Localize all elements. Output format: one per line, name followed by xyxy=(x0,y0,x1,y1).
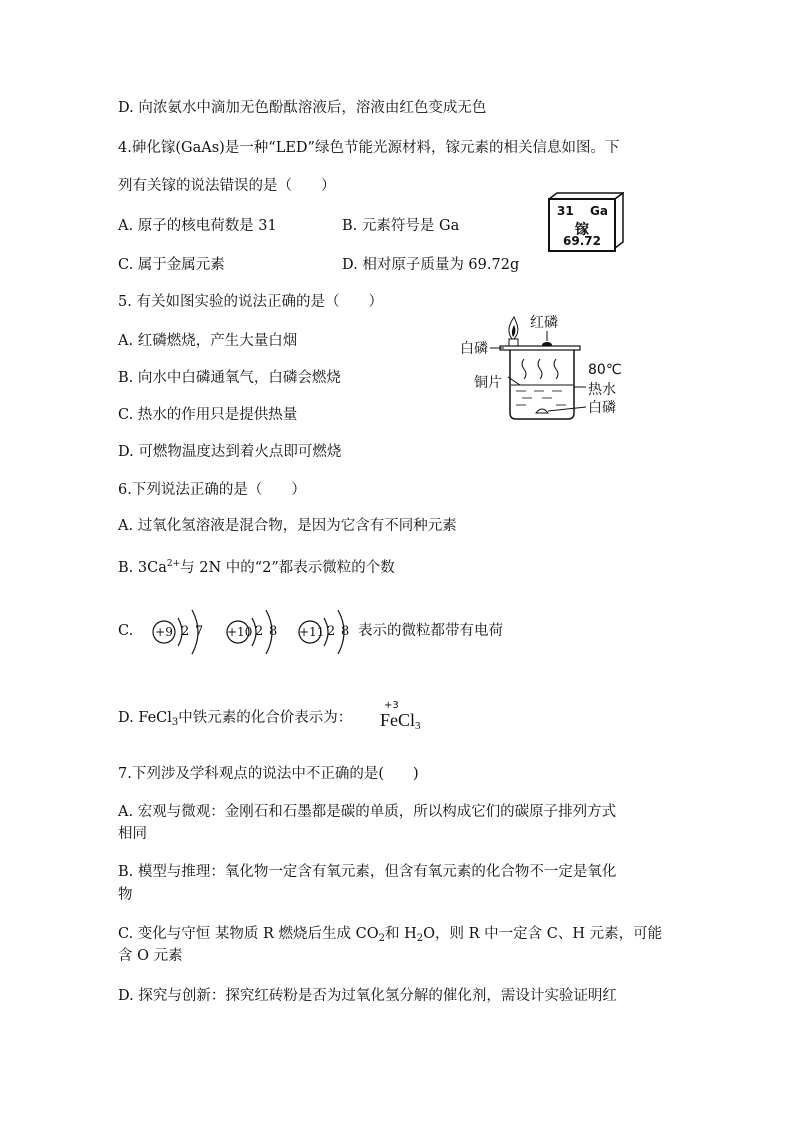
shell-electrons: 8 xyxy=(269,624,278,639)
q7-option-b-line2: 物 xyxy=(118,887,133,903)
q6-option-b xyxy=(118,554,395,578)
tile-front xyxy=(548,198,616,252)
atom-diagram xyxy=(150,606,212,658)
q6-stem: 6.下列说法正确的是（ ） xyxy=(118,482,306,498)
q6-b-suffix: 与 2N 中的“2”都表示微粒的个数 xyxy=(180,560,395,576)
shell-electrons: 2 xyxy=(255,624,264,639)
atom-nucleus: +10 xyxy=(227,625,253,639)
valence-formula xyxy=(380,700,440,738)
q6-d-subscript: 3 xyxy=(171,717,179,728)
q7-option-a-line1: A. 宏观与微观：金刚石和石墨都是碳的单质，所以构成它们的碳原子排列方式 xyxy=(118,804,617,820)
q7-c-sub1: 2 xyxy=(378,933,386,944)
atom-nucleus: +9 xyxy=(155,625,173,639)
q5-option-d: D. 可燃物温度达到着火点即可燃烧 xyxy=(118,444,342,460)
q6-option-d xyxy=(118,708,352,733)
atom-nucleus: +11 xyxy=(299,625,325,639)
q4-stem-line2: 列有关镓的说法错误的是（ ） xyxy=(118,178,336,194)
tile-atomic-number: 31 xyxy=(557,204,574,218)
q4-option-a: A. 原子的核电荷数是 31 xyxy=(118,218,277,234)
gallium-element-tile xyxy=(548,192,624,250)
label-temperature: 80℃ xyxy=(588,362,622,378)
atom-diagram xyxy=(224,606,286,658)
q5-option-a: A. 红磷燃烧，产生大量白烟 xyxy=(118,333,298,349)
q4-option-d: D. 相对原子质量为 69.72g xyxy=(342,257,520,273)
label-white-phosphorus-top: 白磷 xyxy=(460,341,488,357)
tile-atomic-mass: 69.72 xyxy=(563,234,601,248)
shell-electrons: 2 xyxy=(327,624,336,639)
q4-stem-line1: 4.砷化镓(GaAs)是一种“LED”绿色节能光源材料，镓元素的相关信息如图。下 xyxy=(118,140,620,156)
q5-stem: 5. 有关如图实验的说法正确的是（ ） xyxy=(118,294,383,310)
label-hot-water: 热水 xyxy=(588,382,616,398)
label-red-phosphorus: 红磷 xyxy=(530,315,558,331)
q7-option-d: D. 探究与创新：探究红砖粉是否为过氧化氢分解的催化剂，需设计实验证明红 xyxy=(118,988,617,1004)
q7-option-a-line2: 相同 xyxy=(118,826,147,842)
q6-b-prefix: B. 3Ca xyxy=(118,560,167,576)
shell-electrons: 2 xyxy=(181,624,190,639)
q6-option-a: A. 过氧化氢溶液是混合物，是因为它含有不同种元素 xyxy=(118,518,457,534)
tile-element-name: 镓 xyxy=(575,222,589,238)
q3-option-d: D. 向浓氨水中滴加无色酚酞溶液后，溶液由红色变成无色 xyxy=(118,100,487,116)
q6-d-suffix: 中铁元素的化合价表示为： xyxy=(178,710,353,726)
label-white-phosphorus-bottom: 白磷 xyxy=(588,400,616,416)
label-copper-plate: 铜片 xyxy=(474,375,502,391)
q4-option-c: C. 属于金属元素 xyxy=(118,257,225,273)
q7-option-c-line2: 含 O 元素 xyxy=(118,948,183,964)
q6-option-c-label: C. xyxy=(118,623,134,639)
q7-c-part2: 和 H xyxy=(385,926,417,942)
copper-plate xyxy=(500,346,580,350)
q7-option-b-line1: B. 模型与推理：氧化物一定含有氧元素，但含有氧元素的化合物不一定是氧化 xyxy=(118,864,617,880)
q7-stem: 7.下列涉及学科观点的说法中不正确的是( ) xyxy=(118,766,419,782)
q4-option-b: B. 元素符号是 Ga xyxy=(342,218,460,234)
q7-c-part1: C. 变化与守恒 某物质 R 燃烧后生成 CO xyxy=(118,926,379,942)
formula-text: FeCl xyxy=(380,710,416,730)
tile-symbol: Ga xyxy=(590,204,608,218)
q7-c-sub2: 2 xyxy=(416,933,424,944)
q6-d-prefix: D. FeCl xyxy=(118,710,172,726)
q7-c-part3: O，则 R 中一定含 C、H 元素，可能 xyxy=(423,926,663,942)
q7-option-c-line1 xyxy=(118,924,662,949)
atom-diagram xyxy=(296,606,358,658)
q5-option-b: B. 向水中白磷通氧气，白磷会燃烧 xyxy=(118,370,341,386)
shell-electrons: 8 xyxy=(341,624,350,639)
valence-mark: +3 xyxy=(384,700,399,711)
q6-option-c-text: 表示的微粒都带有电荷 xyxy=(358,623,503,639)
q5-option-c: C. 热水的作用只是提供热量 xyxy=(118,407,298,423)
shell-electrons: 7 xyxy=(195,624,204,639)
q6-b-charge: 2+ xyxy=(166,559,181,569)
formula-subscript: 3 xyxy=(415,720,421,732)
